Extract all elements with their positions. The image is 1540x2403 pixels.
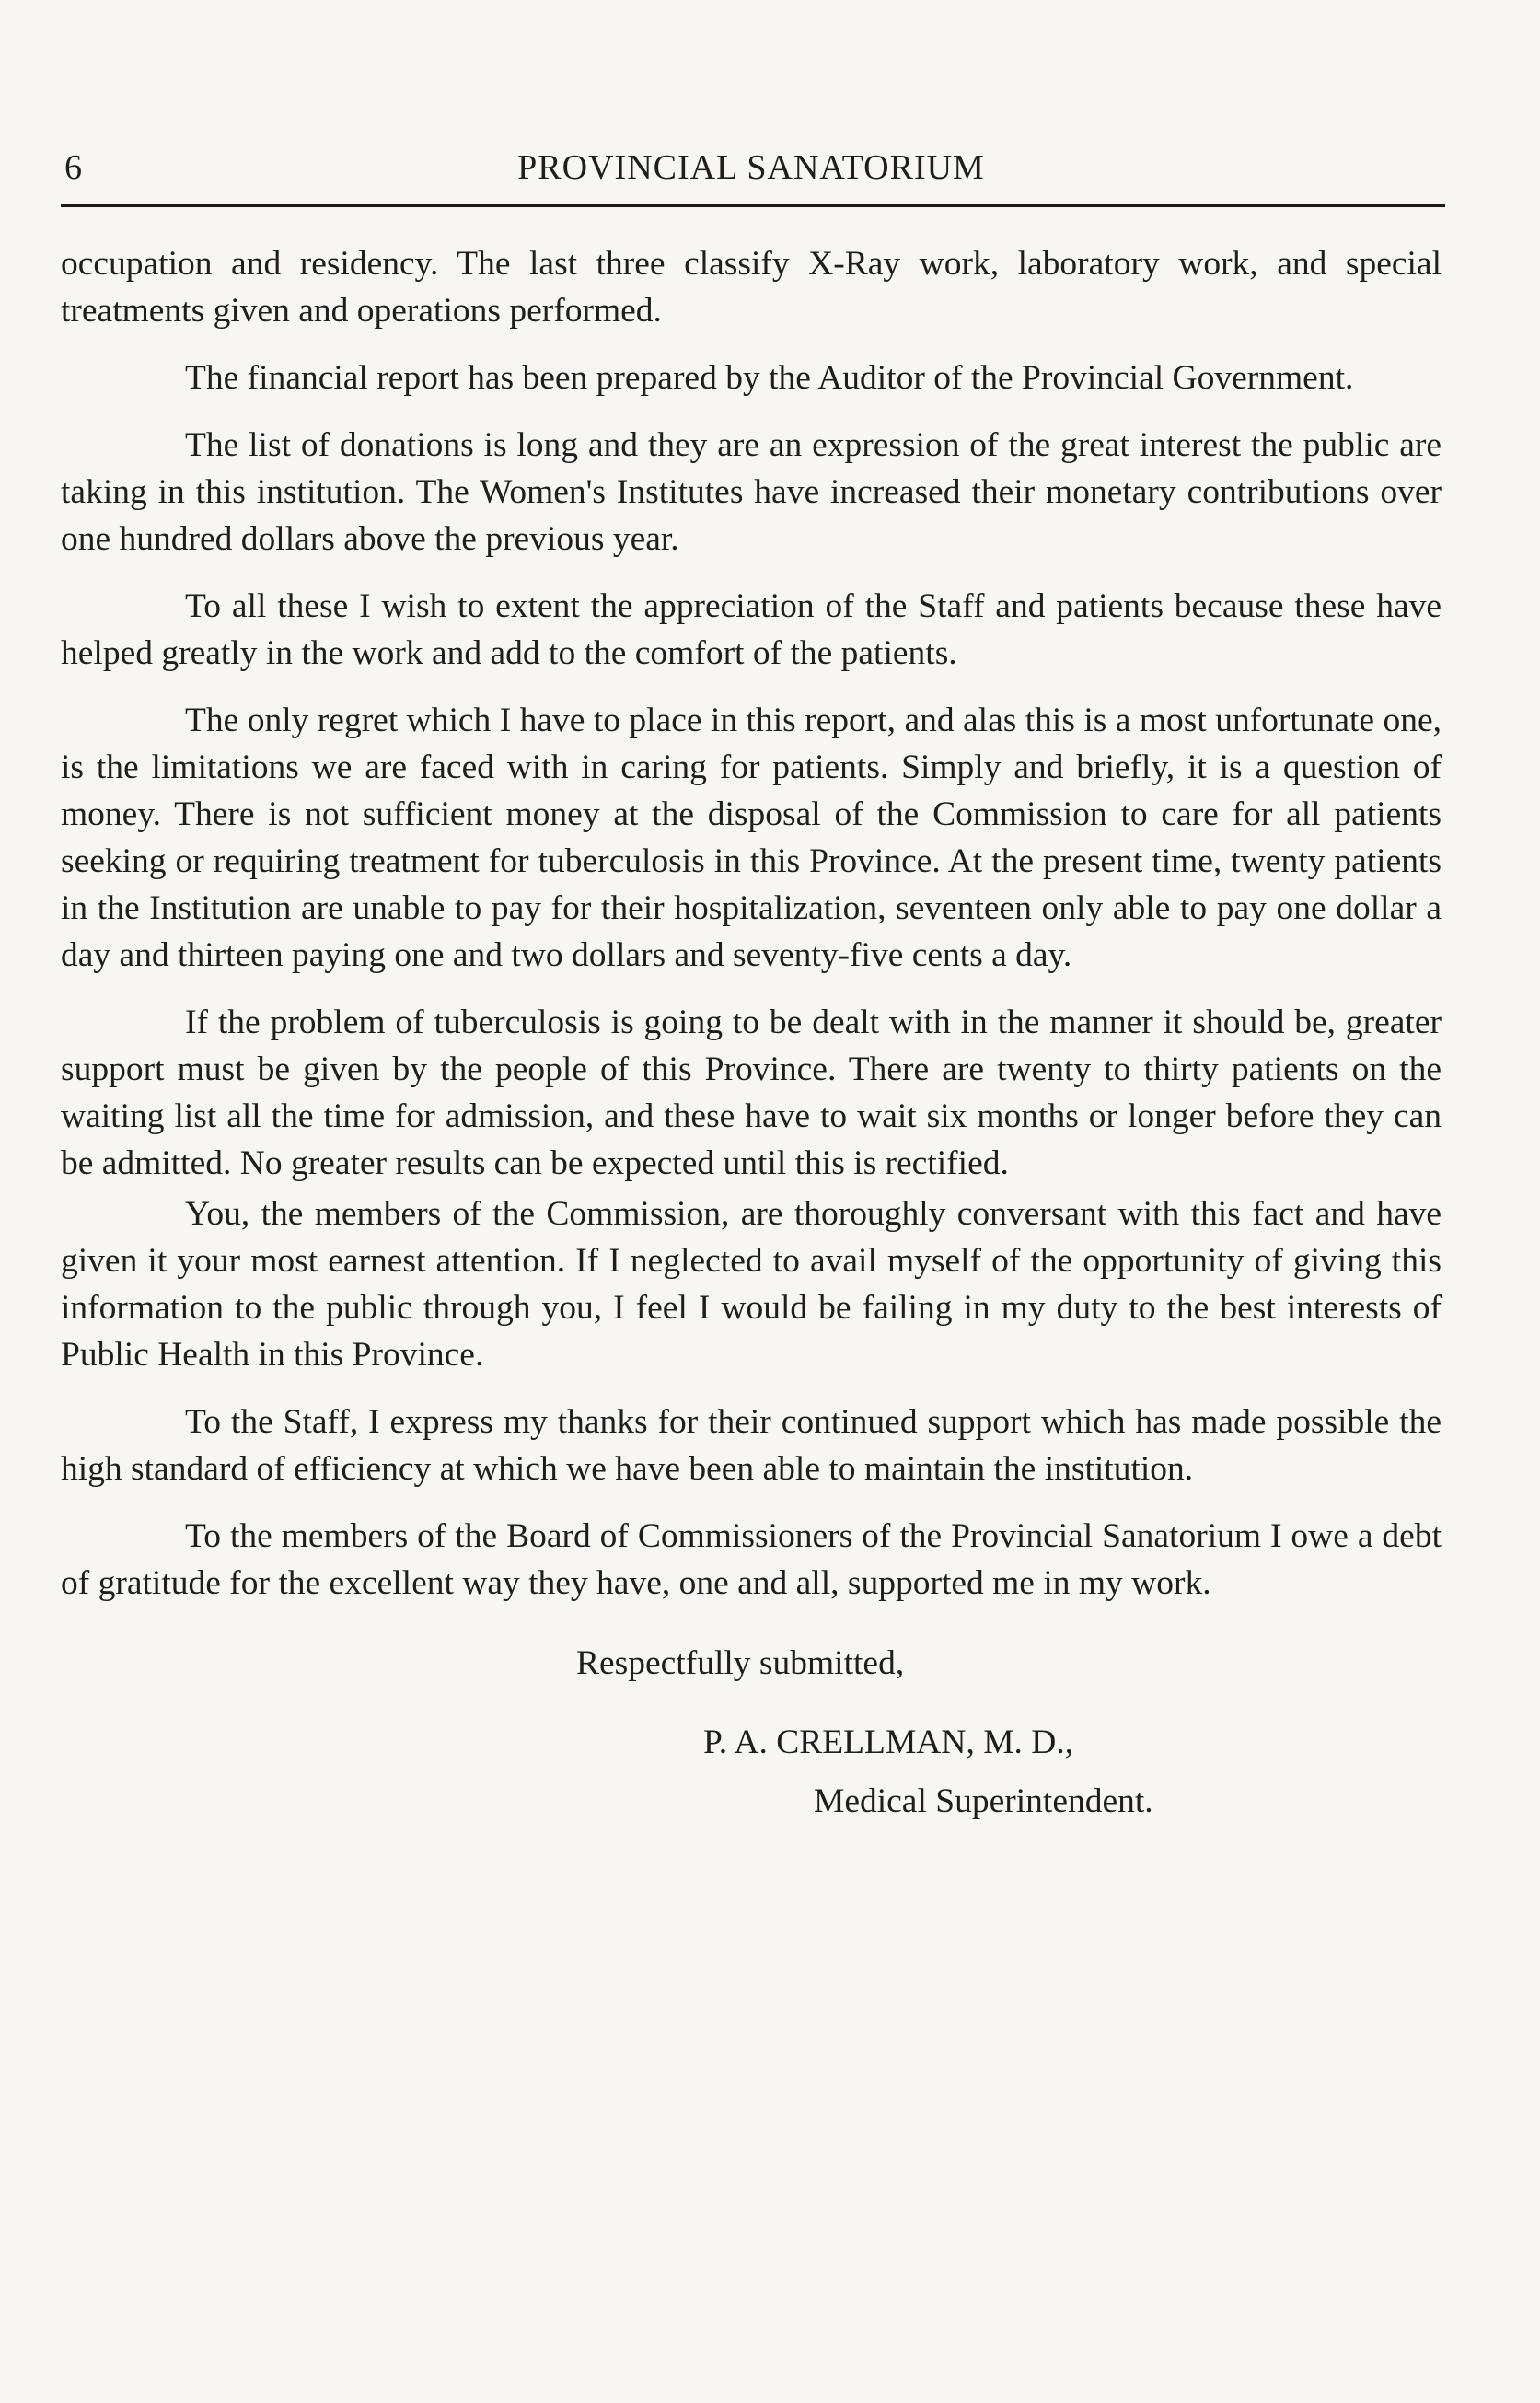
paragraph-commission: You, the members of the Commission, are thoroughly conversant with this fact and have given it your most earnest attention. If I neglected to avail myself of the opportunity of giving this information to the public through you, I feel I would be failing in my duty to the best interests of Public Health in this Province. [61,1195,1442,1374]
signatory-name: P. A. CRELLMAN, M. D., [703,1724,1074,1761]
paragraph-donations: The list of donations is long and they are an expression of the great interest the public are taking in this institution. The Women's Institutes have increased their monetary contributions over one hundred dollars above the previous year. [61,426,1442,558]
paragraph-continuation: occupation and residency. The last three classify X-Ray work, laboratory work, and special treatments given and operations performed. [61,245,1442,330]
document-page [61,147,1442,1870]
body-text [61,240,1442,1607]
running-title: PROVINCIAL SANATORIUM [517,148,985,187]
paragraph-financial-report: The financial report has been prepared by the Auditor of the Provincial Government. [185,359,1354,397]
running-header [61,147,1442,193]
valediction: Respectfully submitted, [576,1644,905,1682]
header-rule [61,204,1445,207]
signatory-position: Medical Superintendent. [814,1782,1153,1820]
page-number: 6 [64,148,83,187]
paragraph-board-gratitude: To the members of the Board of Commissioners of the Provincial Sanatorium I owe a debt of gratitude for the excellent way they have, one and all, supported me in my work. [61,1517,1442,1602]
closing-block [61,1640,1442,1870]
paragraph-staff-thanks: To the Staff, I express my thanks for their continued support which has made possible the high standard of efficiency at which we have been able to maintain the institution. [61,1403,1442,1488]
paragraph-regret: The only regret which I have to place in this report, and alas this is a most unfortunate one, is the limitations we are faced with in caring for patients. Simply and briefly, it is a question of money. There is not sufficient money at the disposal of the Commission to care for all patients seeking or requiring treatment for tuberculosis in this Province. At the present time, twenty patients in the Institution are unable to pay for their hospitalization, seventeen only able to pay one dollar a day and thirteen paying one and two dollars and seventy-five cents a day. [61,702,1442,974]
paragraph-appreciation: To all these I wish to extent the appreciation of the Staff and patients because these have helped greatly in the work and add to the comfort of the patients. [61,587,1442,672]
paragraph-tuberculosis-problem: If the problem of tuberculosis is going to be dealt with in the manner it should be, greater support must be given by the people of this Province. There are twenty to thirty patients on the waiting list all the time for admission, and these have to wait six months or longer before they can be admitted. No greater results can be expected until this is rectified. [61,1004,1442,1182]
